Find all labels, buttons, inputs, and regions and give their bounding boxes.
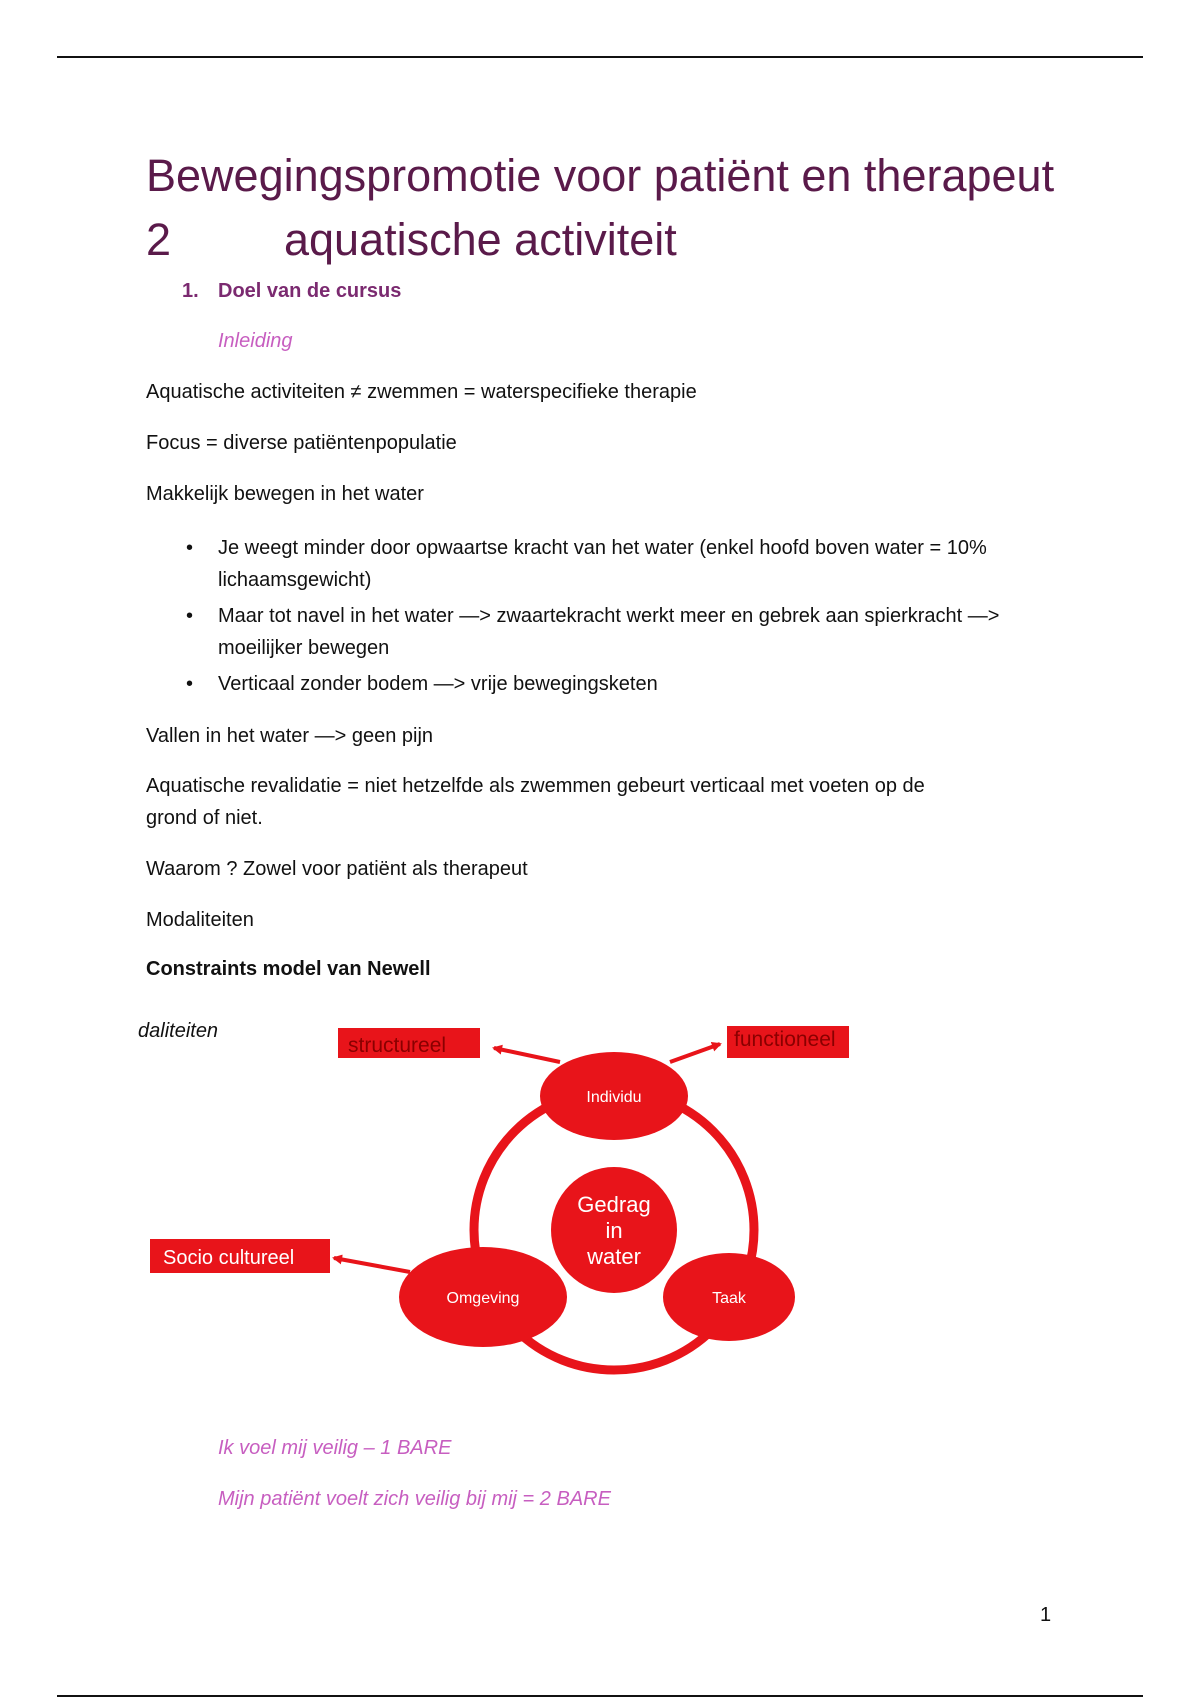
section-label: Doel van de cursus	[218, 280, 402, 302]
bullet-list	[146, 532, 1086, 704]
note-1: Ik voel mij veilig – 1 BARE	[218, 1437, 452, 1459]
chapter-number: 2	[146, 214, 172, 265]
bullet-text: Je weegt minder door opwaartse kracht van het water (enkel hoofd boven water = 10% lichaamsgewicht)	[218, 537, 987, 591]
paragraph-8-heading: Constraints model van Newell	[146, 958, 431, 980]
node-omgeving-label: Omgeving	[446, 1290, 520, 1307]
paragraph-5a: Aquatische revalidatie = niet hetzelfde als zwemmen gebeurt verticaal met voeten op de	[146, 775, 925, 797]
paragraph-5b: grond of niet.	[146, 807, 263, 829]
bullet-text: Verticaal zonder bodem —> vrije bewegingsketen	[218, 673, 658, 695]
paragraph-1: Aquatische activiteiten ≠ zwemmen = waterspecifieke therapie	[146, 381, 697, 403]
node-taak-label: Taak	[712, 1290, 746, 1307]
page-title-line1: Bewegingspromotie voor patiënt en therapeut	[146, 150, 1055, 201]
bullet-dot: •	[186, 537, 194, 559]
paragraph-3: Makkelijk bewegen in het water	[146, 483, 424, 505]
subtitle-inleiding: Inleiding	[218, 330, 293, 352]
list-item	[146, 668, 1086, 700]
section-number: 1.	[182, 280, 199, 302]
label-structureel: structureel	[348, 1034, 447, 1057]
list-item	[146, 600, 1086, 664]
bullet-dot: •	[186, 605, 194, 627]
bottom-rule	[57, 1695, 1143, 1697]
center-label-3: water	[587, 1244, 641, 1269]
node-individu-label: Individu	[586, 1089, 642, 1106]
paragraph-6: Waarom ? Zowel voor patiënt als therapeut	[146, 858, 528, 880]
newell-constraints-diagram	[130, 1010, 860, 1390]
bullet-text: Maar tot navel in het water —> zwaartekracht werkt meer en gebrek aan spierkracht —> moeilijker bewegen	[218, 605, 1000, 659]
center-label-2: in	[605, 1218, 623, 1243]
page-number: 1	[1040, 1604, 1052, 1626]
arrow-to-structureel	[494, 1048, 560, 1062]
note-2: Mijn patiënt voelt zich veilig bij mij = 2 BARE	[218, 1488, 611, 1510]
section-heading	[182, 280, 401, 303]
diagram-corner-text: daliteiten	[138, 1020, 219, 1042]
chapter-title: aquatische activiteit	[284, 214, 677, 265]
paragraph-4: Vallen in het water —> geen pijn	[146, 725, 434, 747]
arrow-to-socio-cultureel	[334, 1258, 410, 1272]
bullet-dot: •	[186, 673, 194, 695]
page-title-line2	[146, 214, 677, 265]
top-rule	[57, 56, 1143, 58]
paragraph-7: Modaliteiten	[146, 909, 254, 931]
list-item	[146, 532, 1086, 596]
label-socio-cultureel: Socio cultureel	[163, 1247, 295, 1269]
paragraph-2: Focus = diverse patiëntenpopulatie	[146, 432, 457, 454]
center-label-1: Gedrag	[577, 1192, 651, 1217]
arrow-to-functioneel	[670, 1044, 720, 1062]
label-functioneel: functioneel	[734, 1028, 836, 1051]
